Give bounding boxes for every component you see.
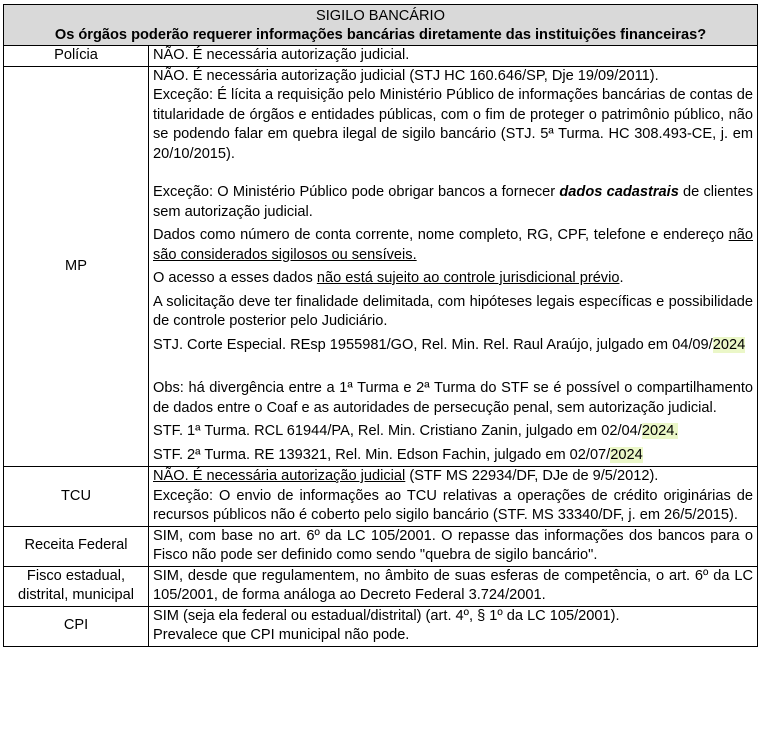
row-receita <box>4 526 758 566</box>
row-fisco <box>4 566 758 606</box>
tcu-answer <box>153 467 753 487</box>
header-cell <box>4 5 758 46</box>
row-mp <box>4 66 758 467</box>
mp-data-note <box>153 226 753 265</box>
receita-answer: SIM, com base no art. 6º da LC 105/2001. O repasse das informações dos bancos para o Fisco não pode ser definido como sendo "quebra de sigilo bancário". <box>153 527 753 563</box>
label-tcu: TCU <box>4 467 149 527</box>
mp-exception-1: Exceção: É lícita a requisição pelo Ministério Público de informações bancárias de contas de titularidade de órgãos e entidades públicas, com o fim de proteger o patrimônio público, não se podendo falar em quebra ilegal de sigilo bancário (STJ. 5ª Turma. HC 308.493-CE, j. em 20/10/2015). <box>153 87 753 162</box>
mp-stf-1-citation-year: 2024. <box>641 423 679 439</box>
mp-stf-2-citation-text: STF. 2ª Turma. RE 139321, Rel. Min. Edson Fachin, julgado em 02/07/ <box>153 446 611 463</box>
mp-stj-citation-text: STJ. Corte Especial. REsp 1955981/GO, Rel. Min. Rel. Raul Araújo, julgado em 04/09/ <box>153 336 713 353</box>
table-question: Os órgãos poderão requerer informações bancárias diretamente das instituições financeiras? <box>54 26 707 43</box>
mp-purpose-note: A solicitação deve ter finalidade delimitada, com hipóteses legais específicas e possibilidade de controle posterior pelo Judiciário. <box>153 293 753 329</box>
mp-stf-1-citation-text: STF. 1ª Turma. RCL 61944/PA, Rel. Min. Cristiano Zanin, julgado em 02/04/ <box>153 423 642 439</box>
mp-exception-2 <box>153 183 753 222</box>
tcu-answer-underlined: NÃO. É necessária autorização judicial <box>153 468 406 484</box>
mp-access-note-tail: . <box>619 270 624 286</box>
cpi-answer: SIM (seja ela federal ou estadual/distrital) (art. 4º, § 1º da LC 105/2001). <box>153 607 620 624</box>
mp-answer: NÃO. É necessária autorização judicial (STJ HC 160.646/SP, Dje 19/09/2011). <box>153 67 659 84</box>
mp-stj-citation-year: 2024 <box>712 336 746 353</box>
policia-answer: NÃO. É necessária autorização judicial. <box>153 47 410 63</box>
content-tcu <box>149 467 758 527</box>
mp-divergence-note: Obs: há divergência entre a 1ª Turma e 2ª Turma do STF se é possível o compartilhamento de dados entre o Coaf e as autoridades de persecução penal, sem autorização judicial. <box>153 380 753 416</box>
label-cpi: CPI <box>4 606 149 646</box>
content-policia <box>149 46 758 67</box>
label-policia: Polícia <box>4 46 149 67</box>
content-receita <box>149 526 758 566</box>
content-mp <box>149 66 758 467</box>
label-mp: MP <box>4 66 149 467</box>
sigilo-bancario-table <box>3 4 758 647</box>
content-cpi <box>149 606 758 646</box>
table-title: SIGILO BANCÁRIO <box>316 8 445 24</box>
mp-exception-2-tail: de clientes sem autorização judicial. <box>153 184 753 220</box>
mp-exception-2-text: Exceção: O Ministério Público pode obrigar bancos a fornecer <box>153 184 560 200</box>
mp-access-note-underlined: não está sujeito ao controle jurisdicional prévio <box>316 270 620 286</box>
mp-stj-citation <box>153 336 753 356</box>
mp-data-note-underlined: não são considerados sigilosos ou sensíveis. <box>153 227 753 263</box>
label-receita: Receita Federal <box>4 526 149 566</box>
tcu-answer-citation: (STF MS 22934/DF, DJe de 9/5/2012). <box>405 468 659 484</box>
mp-exception-2-emphasis: dados cadastrais <box>559 184 679 200</box>
mp-access-note-text: O acesso a esses dados <box>153 270 317 286</box>
mp-access-note <box>153 269 753 289</box>
row-policia <box>4 46 758 67</box>
content-fisco <box>149 566 758 606</box>
header-row <box>4 5 758 46</box>
mp-stf-2-citation-year: 2024 <box>610 446 643 463</box>
cpi-note: Prevalece que CPI municipal não pode. <box>153 627 410 643</box>
row-cpi <box>4 606 758 646</box>
mp-stf-1-citation <box>153 422 753 442</box>
row-tcu <box>4 467 758 527</box>
mp-stf-2-citation <box>153 446 753 466</box>
fisco-answer: SIM, desde que regulamentem, no âmbito de suas esferas de competência, o art. 6º da LC 105/2001, de forma análoga ao Decreto Federal 3.724/2001. <box>153 567 753 603</box>
mp-data-note-text: Dados como número de conta corrente, nome completo, RG, CPF, telefone e endereço <box>153 227 729 243</box>
label-fisco: Fisco estadual, distrital, municipal <box>4 566 149 606</box>
tcu-exception: Exceção: O envio de informações ao TCU relativas a operações de crédito originárias de recursos públicos não é coberto pelo sigilo bancário (STF. MS 33340/DF, j. em 26/5/2015). <box>153 487 753 523</box>
